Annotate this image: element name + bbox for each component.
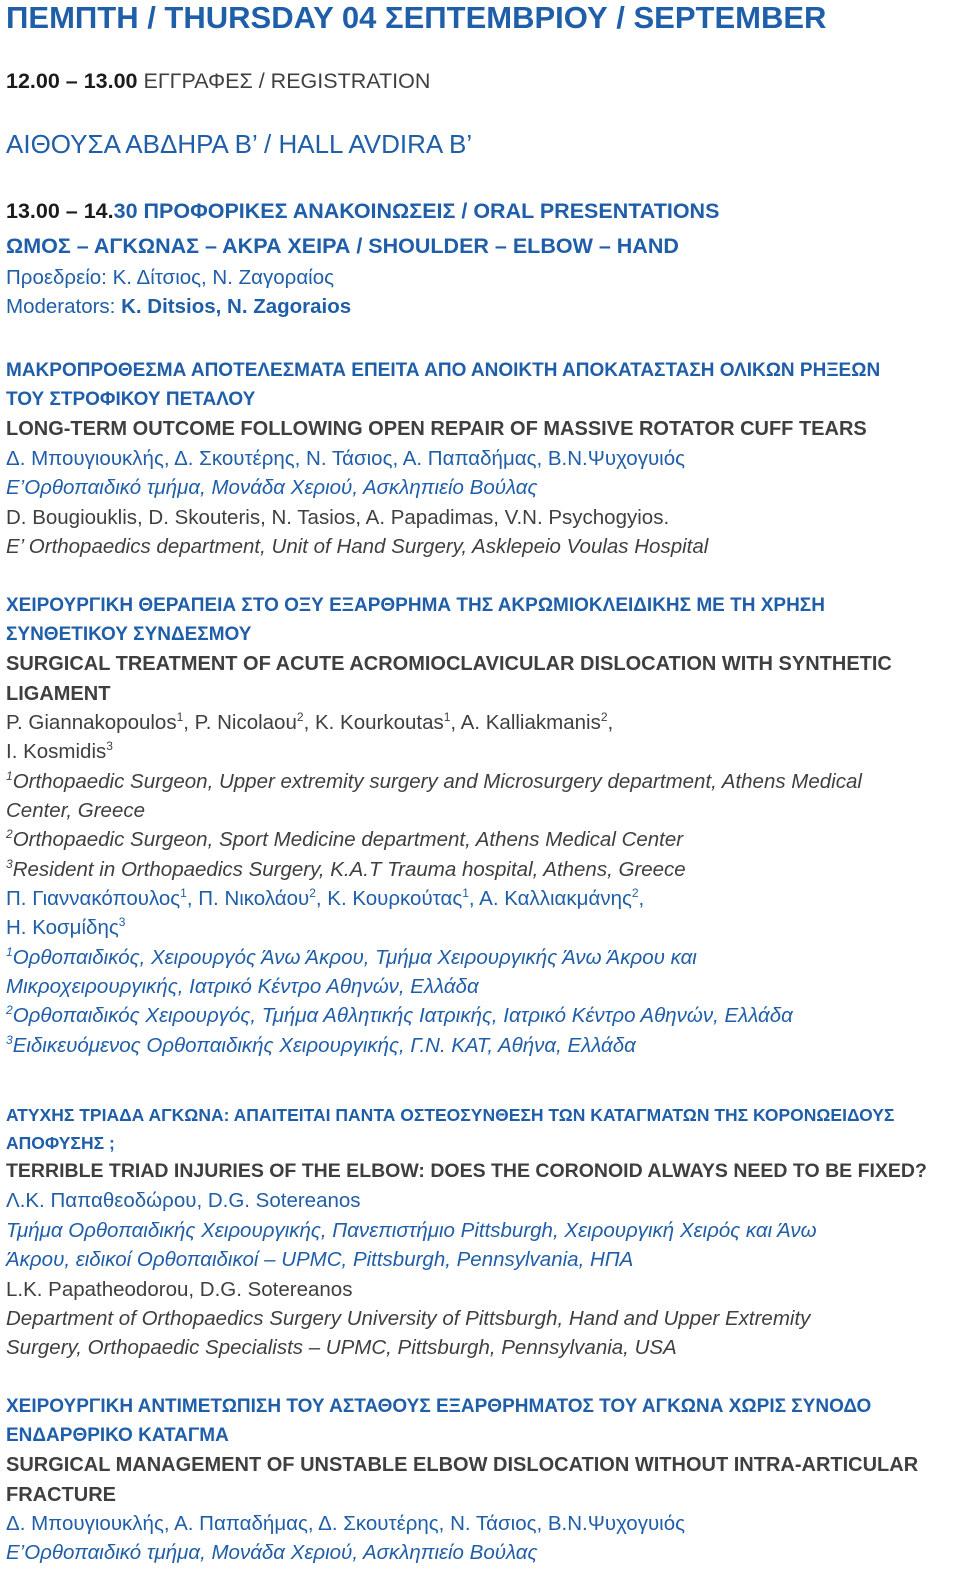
registration-line [6, 71, 430, 93]
author-name: Π. Γιαννακόπουλος [6, 887, 181, 910]
p3-affiliation-english-cont: Surgery, Orthopaedic Specialists – UPMC, Pittsburgh, Pennsylvania, USA [6, 1336, 677, 1359]
affiliation-text: Ειδικευόμενος Ορθοπαιδικής Χειρουργικής, Γ.Ν. ΚΑΤ, Αθήνα, Ελλάδα [12, 1034, 636, 1057]
session-title: 30 ΠΡΟΦΟΡΙΚΕΣ ΑΝΑΚΟΙΝΩΣΕΙΣ / ORAL PRESENTATIONS [113, 199, 720, 223]
author-name: , Κ. Κουρκούτας [315, 887, 463, 910]
p3-authors-english: L.K. Papatheodorou, D.G. Sotereanos [6, 1278, 353, 1301]
p2-affiliation-2-greek [6, 1003, 793, 1027]
p1-title-greek: ΜΑΚΡΟΠΡΟΘΕΣΜΑ ΑΠΟΤΕΛΕΣΜΑΤΑ ΕΠΕΙΤΑ ΑΠΟ ΑΝΟΙΚΤΗ ΑΠΟΚΑΤΑΣΤΑΣΗ ΟΛΙΚΩΝ ΡΗΞΕΩΝ [6, 360, 881, 381]
affiliation-mark: 1 [462, 886, 469, 901]
moderators-names: K. Ditsios, N. Zagoraios [121, 295, 352, 318]
affiliation-text: Resident in Orthopaedics Surgery, K.A.T Trauma hospital, Athens, Greece [12, 858, 686, 881]
p4-authors-greek: Δ. Μπουγιουκλής, Α. Παπαδήμας, Δ. Σκουτέρης, Ν. Τάσιος, Β.Ν.Ψυχογυιός [6, 1512, 686, 1535]
p4-affiliation-greek: Ε’Ορθοπαιδικό τμήμα, Μονάδα Χεριού, Ασκληπιείο Βούλας [6, 1541, 538, 1564]
registration-time: 12.00 – 13.00 [6, 69, 138, 93]
p3-affiliation-greek-cont: Άκρου, ειδικοί Ορθοπαιδικοί – UPMC, Pittsburgh, Pennsylvania, ΗΠΑ [6, 1248, 634, 1271]
affiliation-mark: 3 [106, 739, 113, 754]
p2-authors-english-cont [6, 739, 113, 763]
registration-label: ΕΓΓΡΑΦΕΣ / REGISTRATION [137, 69, 431, 93]
author-name: , Α. Καλλιακμάνης [468, 887, 632, 910]
hall-title: ΑΙΘΟΥΣΑ ΑΒΔΗΡΑ Β’ / HALL AVDIRA Β’ [6, 129, 473, 159]
day-header: ΠΕΜΠΤΗ / THURSDAY 04 ΣΕΠΤΕΜΒΡΙΟΥ / SEPTEMBER [6, 0, 827, 35]
affiliation-mark: 1 [443, 710, 451, 725]
affiliation-mark: 2 [296, 710, 304, 725]
affiliation-mark: 2 [309, 886, 316, 901]
affiliation-mark: 1 [180, 886, 187, 901]
chair-english [6, 297, 351, 318]
p2-affiliation-1-english [6, 769, 862, 793]
p2-title-greek: ΧΕΙΡΟΥΡΓΙΚΗ ΘΕΡΑΠΕΙΑ ΣΤΟ ΟΞΥ ΕΞΑΡΘΡΗΜΑ ΤΗΣ ΑΚΡΩΜΙΟΚΛΕΙΔΙΚΗΣ ΜΕ ΤΗ ΧΡΗΣΗ [6, 595, 825, 616]
author-name: , A. Kalliakmanis [450, 711, 601, 734]
p2-authors-greek [6, 886, 645, 910]
session-time-line [6, 201, 719, 223]
affiliation-mark: 2 [6, 1003, 13, 1018]
affiliation-mark: 1 [6, 945, 13, 960]
p2-affiliation-1-english-cont: Center, Greece [6, 799, 146, 822]
p1-affiliation-english: E’ Orthopaedics department, Unit of Hand Surgery, Asklepeio Voulas Hospital [6, 535, 709, 558]
affiliation-text: Orthopaedic Surgeon, Sport Medicine department, Athens Medical Center [12, 828, 684, 851]
affiliation-mark: 1 [176, 710, 184, 725]
chair-greek: Προεδρείο: Κ. Δίτσιος, Ν. Ζαγοραίος [6, 266, 334, 289]
affiliation-mark: 2 [6, 827, 13, 842]
p1-title-greek-cont: ΤΟΥ ΣΤΡΟΦΙΚΟΥ ΠΕΤΑΛΟΥ [6, 389, 256, 410]
p2-authors-greek-cont [6, 915, 126, 939]
p3-title-greek: ΑΤΥΧΗΣ ΤΡΙΑΔΑ ΑΓΚΩΝΑ: ΑΠΑΙΤΕΙΤΑΙ ΠΑΝΤΑ ΟΣΤΕΟΣΥΝΘΕΣΗ ΤΩΝ ΚΑΤΑΓΜΑΤΩΝ ΤΗΣ ΚΟΡΟΝΩΕΙΔΟΥΣ [6, 1105, 895, 1125]
affiliation-mark: 2 [631, 886, 639, 901]
separator: , [638, 887, 645, 910]
affiliation-text: Ορθοπαιδικός, Χειρουργός Άνω Άκρου, Τμήμα Χειρουργικής Άνω Άκρου και [12, 946, 697, 969]
p2-affiliation-3-greek [6, 1033, 636, 1057]
p1-title-english: LONG-TERM OUTCOME FOLLOWING OPEN REPAIR OF MASSIVE ROTATOR CUFF TEARS [6, 418, 867, 440]
p1-authors-greek: Δ. Μπουγιουκλής, Δ. Σκουτέρης, Ν. Τάσιος, Α. Παπαδήμας, Β.Ν.Ψυχογυιός [6, 447, 686, 470]
author-name: Η. Κοσμίδης [6, 916, 119, 939]
p3-title-english: TERRIBLE TRIAD INJURIES OF THE ELBOW: DOES THE CORONOID ALWAYS NEED TO BE FIXED? [6, 1160, 927, 1182]
affiliation-mark: 3 [6, 857, 13, 872]
p3-title-greek-cont: ΑΠΟΦΥΣΗΣ ; [6, 1133, 115, 1153]
p4-title-english: SURGICAL MANAGEMENT OF UNSTABLE ELBOW DISLOCATION WITHOUT INTRA-ARTICULAR [6, 1454, 919, 1476]
p4-title-greek: ΧΕΙΡΟΥΡΓΙΚΗ ΑΝΤΙΜΕΤΩΠΙΣΗ ΤΟΥ ΑΣΤΑΘΟΥΣ ΕΞΑΡΘΡΗΜΑΤΟΣ ΤΟΥ ΑΓΚΩΝΑ ΧΩΡΙΣ ΣΥΝΟΔΟ [6, 1396, 872, 1417]
author-name: I. Kosmidis [6, 740, 107, 763]
affiliation-text: Ορθοπαιδικός Χειρουργός, Τμήμα Αθλητικής Ιατρικής, Ιατρικό Κέντρο Αθηνών, Ελλάδα [12, 1004, 793, 1027]
author-name: , P. Nicolaou [183, 711, 297, 734]
p2-title-greek-cont: ΣΥΝΘΕΤΙΚΟΥ ΣΥΝΔΕΣΜΟΥ [6, 624, 252, 645]
p2-affiliation-3-english [6, 857, 686, 881]
p1-authors-english: D. Bougiouklis, D. Skouteris, N. Tasios, A. Papadimas, V.N. Psychogyios. [6, 506, 670, 529]
session-time: 13.00 – 14. [6, 199, 114, 223]
p4-title-english-cont: FRACTURE [6, 1484, 116, 1506]
moderators-label: Moderators: [6, 295, 122, 318]
affiliation-mark: 3 [118, 915, 126, 930]
affiliation-mark: 1 [6, 769, 13, 784]
p2-affiliation-1-greek-cont: Μικροχειρουργικής, Ιατρικό Κέντρο Αθηνών, Ελλάδα [6, 975, 479, 998]
p3-affiliation-greek: Τμήμα Ορθοπαιδικής Χειρουργικής, Πανεπιστήμιο Pittsburgh, Χειρουργική Χειρός και Άνω [6, 1219, 817, 1242]
p2-title-english-cont: LIGAMENT [6, 683, 111, 705]
p2-authors-english [6, 710, 614, 734]
p3-authors-greek: Λ.Κ. Παπαθεοδώρου, D.G. Sotereanos [6, 1189, 361, 1212]
affiliation-mark: 2 [600, 710, 608, 725]
session-topic: ΩΜΟΣ – ΑΓΚΩΝΑΣ – ΑΚΡΑ ΧΕΙΡΑ / SHOULDER – ELBOW – HAND [6, 234, 679, 258]
p2-affiliation-2-english [6, 827, 684, 851]
p3-affiliation-english: Department of Orthopaedics Surgery University of Pittsburgh, Hand and Upper Extremity [6, 1307, 811, 1330]
p2-title-english: SURGICAL TREATMENT OF ACUTE ACROMIOCLAVICULAR DISLOCATION WITH SYNTHETIC [6, 653, 892, 675]
p1-affiliation-greek: Ε’Ορθοπαιδικό τμήμα, Μονάδα Χεριού, Ασκληπιείο Βούλας [6, 476, 538, 499]
separator: , [607, 711, 614, 734]
author-name: , Π. Νικολάου [186, 887, 310, 910]
affiliation-text: Orthopaedic Surgeon, Upper extremity surgery and Microsurgery department, Athens Medical [12, 770, 862, 793]
affiliation-mark: 3 [6, 1033, 13, 1048]
p4-title-greek-cont: ΕΝΔΑΡΘΡΙΚΟ ΚΑΤΑΓΜΑ [6, 1425, 229, 1446]
p2-affiliation-1-greek [6, 945, 697, 969]
author-name: , K. Kourkoutas [303, 711, 444, 734]
author-name: P. Giannakopoulos [6, 711, 177, 734]
